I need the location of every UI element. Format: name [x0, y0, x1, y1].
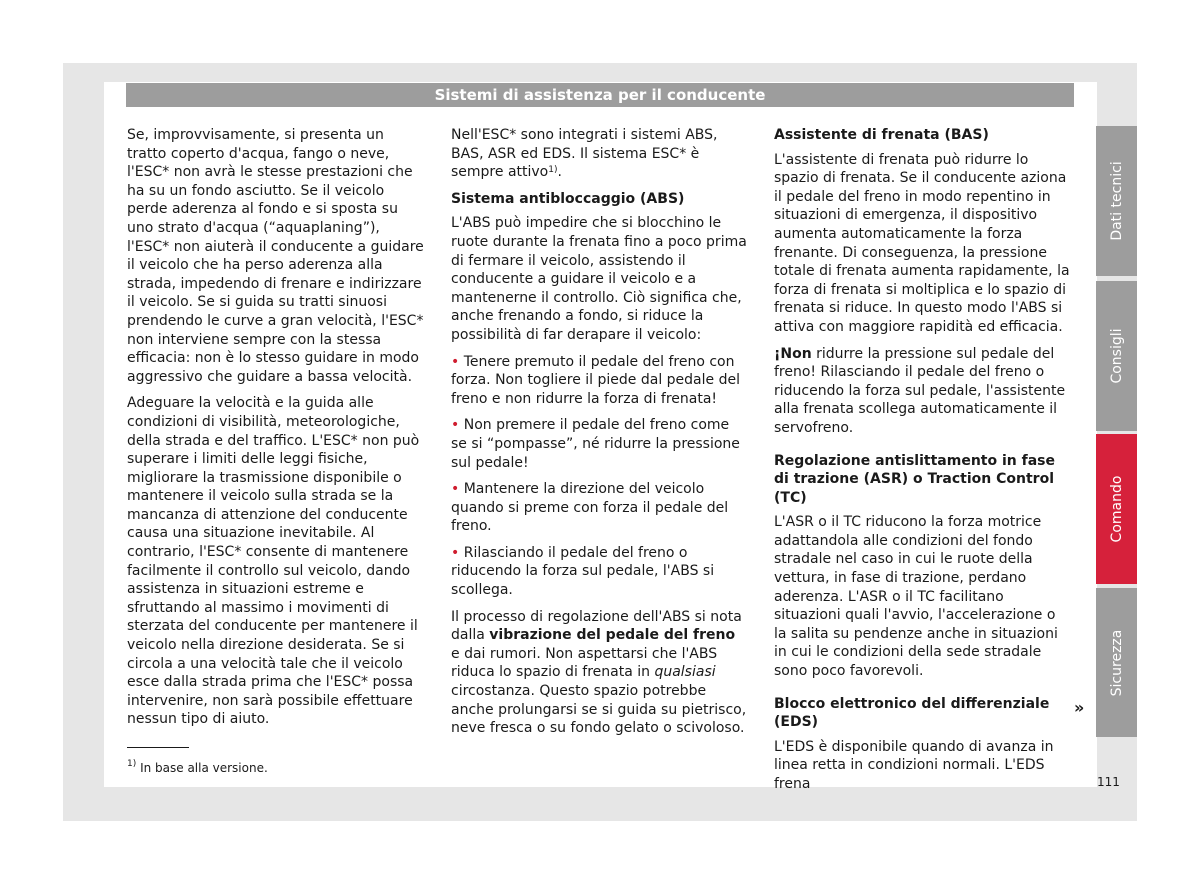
bullet-icon: •	[451, 544, 460, 561]
section-header: Sistemi di assistenza per il conducente	[126, 83, 1074, 107]
heading-eds: Blocco elettronico del differenziale (EDS)	[774, 695, 1050, 731]
footnote-text: In base alla versione.	[136, 761, 268, 775]
heading-asr: Regolazione antislittamento in fase di trazione (ASR) o Traction Control (TC)	[774, 452, 1055, 506]
paragraph: Se, improvvisamente, si presenta un tratto coperto d'acqua, fango o neve, l'ESC* non avrà le stesse prestazioni che ha su un fondo asciutto. Se il veicolo perde aderenza al fondo e si sposta su uno strato d'acqua (“aquaplaning”), l'ESC* non aiuterà il conducente a guidare il veicolo che ha perso aderenza alla strada, impedendo di frenare e indirizzare il veicolo. Se si guida su tratti sinuosi prendendo le curve a gran velocità, l'ESC* non interviene sempre con la stessa efficacia: non è lo stesso guidare in modo aggressivo che guidare a bassa velocità.	[127, 127, 424, 385]
text: Il processo di regolazione dell'ABS si nota dalla	[451, 608, 742, 644]
continue-icon: »	[1074, 698, 1085, 717]
paragraph: L'ABS può impedire che si blocchino le ruote durante la frenata fino a poco prima di fermare il veicolo, assistendo il conducente a guidare il veicolo e a mantenerne il controllo. Ciò significa che, anche frenando a fondo, si riduce la possibilità di far derapare il veicolo:	[451, 215, 747, 343]
heading-abs: Sistema antibloccaggio (ABS)	[451, 190, 685, 207]
tab-label: Consigli	[1108, 328, 1125, 384]
column-middle	[451, 126, 747, 746]
paragraph: Adeguare la velocità e la guida alle condizioni di visibilità, meteorologiche, della strada e del traffico. L'ESC* non può superare i limiti delle leggi fisiche, migliorare la trasmissione disponibile o mantenere il veicolo sulla strada se la mancanza di attenzione del conducente causa una situazione inevitabile. Al contrario, l'ESC* consente di mantenere facilmente il controllo sul veicolo, dando assistenza in situazioni estreme e sfruttando al massimo i movimenti di sterzata del conducente per mantenere il veicolo nella direzione desiderata. Se si circola a una velocità tale che il veicolo esce dalla strada prima che l'ESC* possa intervenire, non sarà possibile effettuare nessun tipo di aiuto.	[127, 395, 420, 728]
paragraph: L'EDS è disponibile quando di avanza in linea retta in condizioni normali. L'EDS frena	[774, 738, 1054, 792]
tab-consigli[interactable]	[1096, 281, 1137, 431]
page-number: 111	[1097, 775, 1120, 789]
paragraph: L'ASR o il TC riducono la forza motrice adattandola alle condizioni del fondo stradale nel caso in cui le ruote della vettura, in fase di trazione, perdano aderenza. L'ASR o il TC facilitano situazioni quali l'avvio, l'accelerazione o la salita su pendenze anche in situazioni in cui le condizioni della sede stradale sono poco favorevoli.	[774, 514, 1058, 680]
bullet-icon: •	[451, 481, 460, 498]
text: ridurre la pressione sul pedale del freno! Rilasciando il pedale del freno o riducendo la forza sul pedale, l'assistente alla frenata scollega automaticamente il servofreno.	[774, 345, 1066, 436]
tab-comando[interactable]	[1096, 434, 1137, 584]
bullet-item	[451, 544, 747, 600]
warning-paragraph	[774, 345, 1072, 438]
paragraph	[451, 608, 747, 738]
bullet-item	[451, 480, 747, 536]
text: .	[557, 164, 562, 181]
footnote	[127, 761, 268, 775]
heading-bas: Assistente di frenata (BAS)	[774, 127, 989, 143]
tab-label: Dati tecnici	[1108, 161, 1125, 241]
text: e dai rumori. Non aspettarsi che l'ABS riduca lo spazio di frenata in	[451, 645, 718, 681]
text: Mantenere la direzione del veicolo quando si preme con forza il pedale del freno.	[451, 481, 729, 535]
paragraph: L'assistente di frenata può ridurre lo spazio di frenata. Se il conducente aziona il pedale del freno in modo repentino in situazioni di emergenza, il dispositivo aumenta automaticamente la forza frenante. Di conseguenza, la pressione totale di frenata aumenta rapidamente, la forza di frenata si moltiplica e lo spazio di frenata si riduce. In questo modo l'ABS si attiva con maggiore rapidità ed efficacia.	[774, 151, 1070, 335]
bold-text: ¡Non	[774, 345, 812, 362]
bullet-icon: •	[451, 353, 460, 370]
italic-text: qualsiasi	[654, 664, 716, 681]
column-left	[127, 126, 425, 737]
bullet-icon: •	[451, 417, 460, 434]
text: Non premere il pedale del freno come se si “pompasse”, né ridurre la pressione sul pedale!	[451, 417, 740, 471]
text: Rilasciando il pedale del freno o riducendo la forza sul pedale, l'ABS si scollega.	[451, 544, 715, 599]
text: circostanza. Questo spazio potrebbe anche prolungarsi se si guida su pietrisco, neve fresca o su fondo gelato o scivoloso.	[451, 683, 747, 737]
text: Tenere premuto il pedale del freno con forza. Non togliere il piede dal pedale del freno e non ridurre la forza di frenata!	[451, 353, 740, 407]
column-right	[774, 126, 1072, 802]
footnote-ref[interactable]: 1)	[548, 165, 558, 176]
text: Nell'ESC* sono integrati i sistemi ABS, BAS, ASR ed EDS. Il sistema ESC* è sempre attivo	[451, 127, 718, 181]
tab-label: Comando	[1108, 475, 1125, 543]
bold-text: vibrazione del pedale del freno	[489, 627, 736, 644]
paragraph-esc-systems	[451, 126, 747, 182]
footnote-mark: 1)	[127, 759, 137, 769]
footnote-divider	[127, 747, 189, 748]
tab-sicurezza[interactable]	[1096, 588, 1137, 737]
tab-dati-tecnici[interactable]	[1096, 126, 1137, 276]
bullet-item	[451, 353, 747, 409]
tab-label: Sicurezza	[1108, 629, 1125, 696]
bullet-item	[451, 416, 747, 472]
